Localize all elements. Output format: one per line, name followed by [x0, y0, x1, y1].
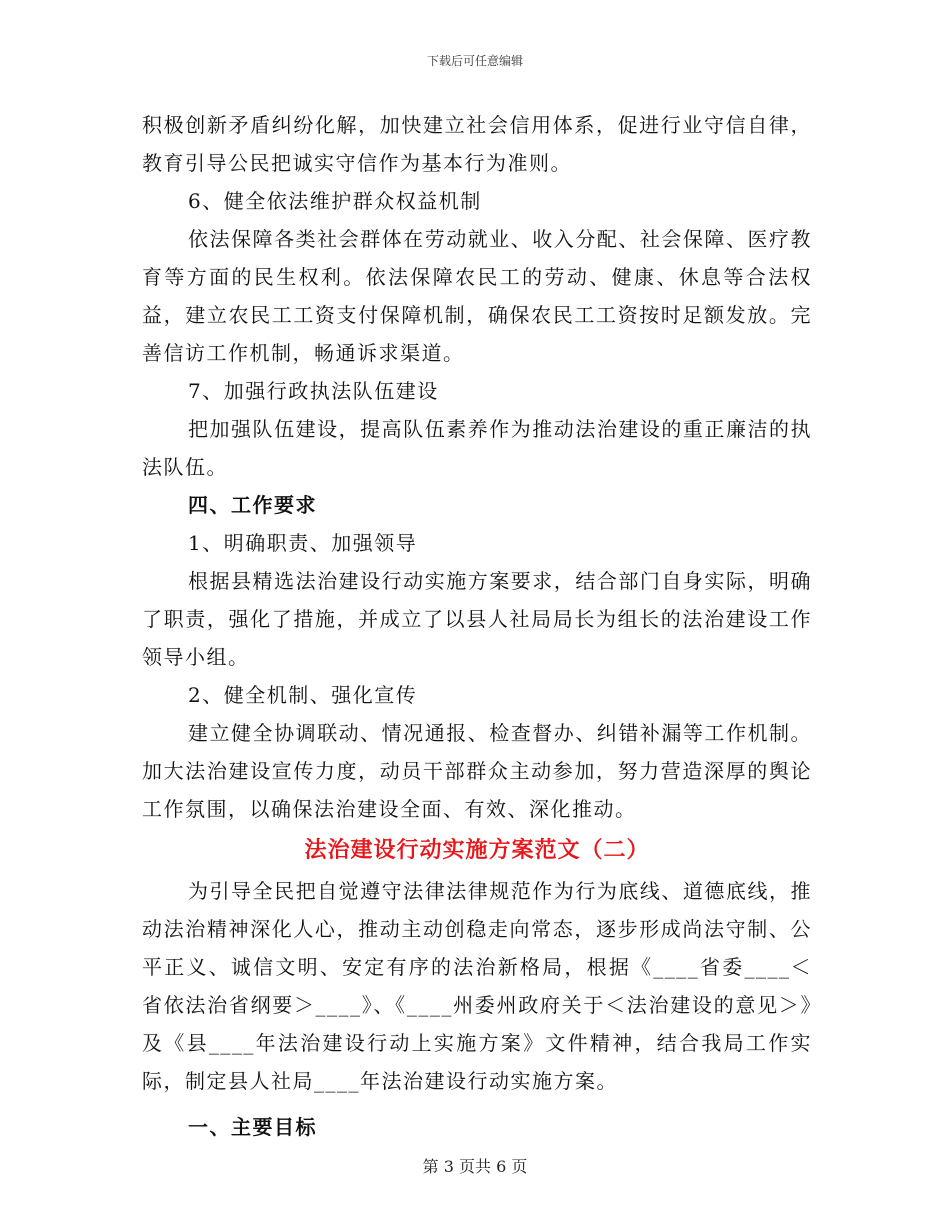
paragraph: 建立健全协调联动、情况通报、检查督办、纠错补漏等工作机制。加大法治建设宣传力度，动员干部群众主动参加，努力营造深厚的舆论工作氛围，以确保法治建设全面、有效、深化推动。	[142, 721, 812, 821]
paragraph: 积极创新矛盾纠纷化解，加快建立社会信用体系，促进行业守信自律，教育引导公民把诚实守信作为基本行为准则。	[142, 113, 812, 175]
subheading: 1、明确职责、加强领导	[188, 531, 418, 555]
page-footer: 第 3 页共 6 页	[422, 1157, 528, 1176]
paragraph: 根据县精选法治建设行动实施方案要求，结合部门自身实际，明确了职责，强化了措施，并成立了以县人社局局长为组长的法治建设工作领导小组。	[142, 569, 812, 669]
section-heading: 一、主要目标	[188, 1115, 317, 1139]
paragraph: 为引导全民把自觉遵守法律法律规范作为行为底线、道德底线，推动法治精神深化人心，推动主动创稳走向常态，逐步形成尚法守制、公平正义、诚信文明、安定有序的法治新格局，根据《____省委____＜省依法治省纲要＞____》、《____州委州政府关于＜法治建设的意见＞》及《县____年法治建设行动上实施方案》文件精神，结合我局工作实际，制定县人社局____年法治建设行动实施方案。	[142, 879, 812, 1093]
document-body	[142, 106, 812, 1146]
paragraph: 依法保障各类社会群体在劳动就业、收入分配、社会保障、医疗教育等方面的民生权利。依法保障农民工的劳动、健康、休息等合法权益，建立农民工工资支付保障机制，确保农民工工资按时足额发放。完善信访工作机制，畅通诉求渠道。	[142, 227, 812, 365]
paragraph: 把加强队伍建设，提高队伍素养作为推动法治建设的重正廉洁的执法队伍。	[142, 417, 812, 479]
subheading: 7、加强行政执法队伍建设	[188, 379, 439, 403]
document-title: 法治建设行动实施方案范文（二）	[304, 837, 650, 863]
subheading: 6、健全依法维护群众权益机制	[188, 189, 482, 213]
section-heading: 四、工作要求	[188, 493, 317, 517]
subheading: 2、健全机制、强化宣传	[188, 683, 418, 707]
page-header: 下载后可任意编辑	[426, 54, 523, 68]
